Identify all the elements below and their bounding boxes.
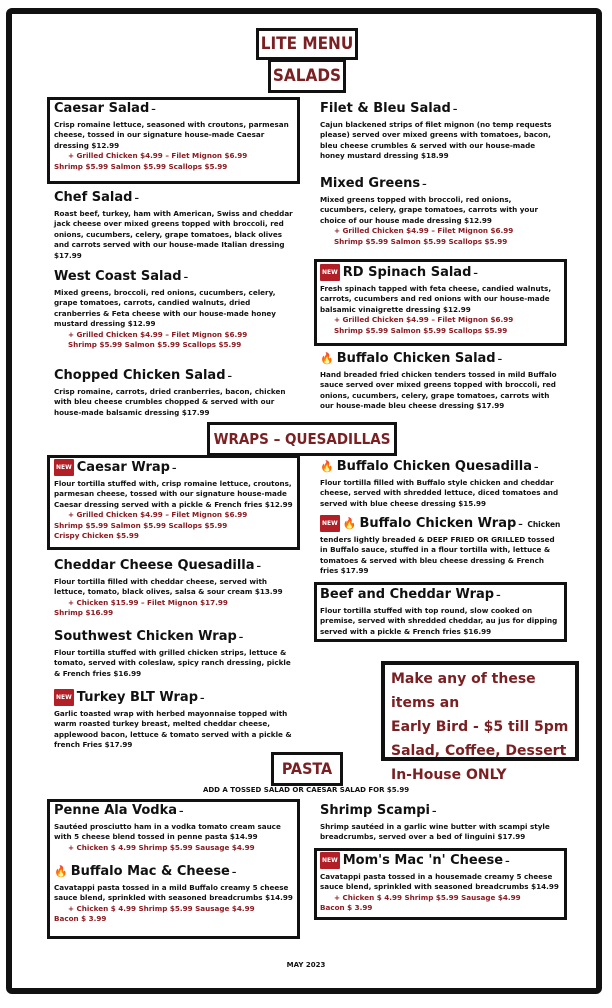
item-description: Flour tortilla filled with Buffalo style chicken and cheddar cheese, served with shredded lettuce, diced tomatoes and served with blue cheese dressing $15.99	[320, 478, 559, 508]
item-addons: + Chicken $ 4.99 Shrimp $5.99 Sausage $4.99	[334, 892, 521, 902]
buffalo-chicken-salad: 🔥 Buffalo Chicken Salad – Hand breaded fried chicken tenders tossed in mild Buffalo sauce served over mixed greens topped with broccoli, red onions, cucumbers, celery, grape tomatoes, carrots with our house-made bleu cheese dressing $17.99	[320, 351, 560, 412]
section-wraps-text: WRAPS – QUESADILLAS	[213, 430, 391, 448]
item-description: Crisp romaine, carrots, dried cranberries, bacon, chicken with bleu cheese crumbles chopped & served with our house-made balsamic dressing $17.99	[54, 387, 286, 417]
item-description-lead: Chicken	[527, 520, 561, 529]
item-addons: + Grilled Chicken $4.99 – Filet Mignon $6.99	[68, 510, 248, 520]
item-addons: + Grilled Chicken $4.99 – Filet Mignon $6.99	[334, 315, 514, 325]
turkey-blt-wrap: NEW Turkey BLT Wrap – Garlic toasted wrap with herbed mayonnaise topped with warm roasted turkey breast, melted cheddar cheese, applewood bacon, lettuce & tomato served with a pickle & french Fries $17.99	[54, 689, 294, 751]
item-addons: + Grilled Chicken $4.99 – Filet Mignon $6.99	[68, 329, 248, 339]
section-salads-text: SALADS	[272, 66, 342, 86]
item-description: Fresh spinach tapped with feta cheese, candied walnuts, carrots, cucumbers and red onions with our house-made balsamic vinaigrette dressing $12.99	[320, 284, 552, 314]
item-description: Cavatappi pasta tossed in a housemade creamy 5 cheese sauce blend, sprinkled with seasoned breadcrumbs $14.99	[320, 872, 559, 892]
item-name: Mixed Greens	[320, 176, 421, 191]
item-name: Cheddar Cheese Quesadilla	[54, 558, 255, 573]
item-addons: Shrimp $5.99 Salmon $5.99 Scallops $5.99	[54, 161, 228, 171]
item-addons: + Chicken $ 4.99 Shrimp $5.99 Sausage $4.99	[68, 842, 255, 852]
item-name: Buffalo Chicken Salad	[336, 351, 496, 366]
item-description: Roast beef, turkey, ham with American, Swiss and cheddar jack cheese over mixed greens topped with broccoli, red onions, cucumbers, celery, grape tomatoes, black olives and carrots served with our house-made Italian dressing $17.99	[54, 209, 293, 260]
pasta-side-salad-note: ADD A TOSSED SALAD OR CAESAR SALAD FOR $5.99	[202, 786, 410, 794]
section-pasta-text: PASTA	[281, 759, 333, 778]
item-addons: + Chicken $ 4.99 Shrimp $5.99 Sausage $4.99	[68, 903, 255, 913]
flame-icon: 🔥	[342, 517, 357, 530]
item-description: Flour tortilla stuffed with top round, slow cooked on premise, served with shredded cheddar, au jus for dipping served with a pickle & French fries $16.99	[320, 606, 558, 636]
new-badge: NEW	[320, 264, 340, 281]
shrimp-scampi: Shrimp Scampi – Shrimp sautéed in a garlic wine butter with scampi style breadcrumbs, served over a bed of linguini $17.99	[320, 803, 560, 843]
buffalo-chicken-quesadilla: 🔥 Buffalo Chicken Quesadilla – Flour tortilla filled with Buffalo style chicken and cheddar cheese, served with shredded lettuce, diced tomatoes and served with blue cheese dressing $15.99	[320, 459, 564, 509]
item-description: Garlic toasted wrap with herbed mayonnaise topped with warm roasted turkey breast, melted cheddar cheese, applewood bacon, lettuce & tomato served with a pickle & french Fries $17.99	[54, 709, 292, 750]
item-addons: Shrimp $16.99	[54, 608, 114, 618]
new-badge: NEW	[320, 515, 340, 532]
early-bird-line: Make any of these items an	[391, 671, 536, 711]
section-pasta-header	[271, 752, 343, 786]
buffalo-mac-cheese: 🔥 Buffalo Mac & Cheese – Cavatappi pasta tossed in a mild Buffalo creamy 5 cheese sauce blend, sprinkled with seasoned breadcrumbs $14.99 + Chicken $ 4.99 Shrimp $5.99 Sausage $4.99 Bacon $ 3.99	[54, 864, 298, 925]
menu-title-text: LITE MENU	[260, 34, 354, 54]
item-addons: Crispy Chicken $5.99	[54, 531, 139, 541]
filet-bleu-salad: Filet & Bleu Salad – Cajun blackened strips of filet mignon (no temp requests please) served over mixed greens with tomatoes, bacon, bleu cheese crumbles & served with our house-made honey mustard dressing $18.99	[320, 101, 560, 162]
item-name: Buffalo Chicken Wrap	[359, 516, 517, 531]
item-addons: + Grilled Chicken $4.99 – Filet Mignon $6.99	[334, 226, 514, 236]
rd-spinach-salad: NEW RD Spinach Salad – Fresh spinach tapped with feta cheese, candied walnuts, carrots, cucumbers and red onions with our house-made balsamic vinaigrette dressing $12.99 + Grilled Chicken $4.99 – Filet Mignon $6.99 Shrimp $5.99 Salmon $5.99 Scallops $5.99	[320, 264, 564, 336]
section-salads-header	[268, 59, 346, 93]
item-description: Mixed greens topped with broccoli, red onions, cucumbers, celery, grape tomatoes, carrots with your choice of our house made dressing $12.99	[320, 195, 539, 225]
item-addons: Shrimp $5.99 Salmon $5.99 Scallops $5.99	[334, 325, 508, 335]
item-description: Hand breaded fried chicken tenders tossed in mild Buffalo sauce served over mixed greens topped with broccoli, red onions, cucumbers, celery, grape tomatoes, carrots with our house-made bleu cheese dressing $17.99	[320, 370, 557, 411]
item-description: Sautéed prosciutto ham in a vodka tomato cream sauce with 5 cheese blend tossed in penne pasta $14.99	[54, 822, 281, 842]
flame-icon: 🔥	[320, 352, 334, 365]
item-name: Chef Salad	[54, 190, 133, 205]
item-addons: + Chicken $15.99 – Filet Mignon $17.99	[68, 597, 228, 607]
chef-salad: Chef Salad – Roast beef, turkey, ham with American, Swiss and cheddar jack cheese over mixed greens topped with broccoli, red onions, cucumbers, celery, grape tomatoes, black olives and carrots served with our house-made Italian dressing $17.99	[54, 190, 293, 260]
item-description: tenders lightly breaded & DEEP FRIED OR GRILLED tossed in Buffalo sauce, stuffed in a flour tortilla with, lettuce & tomatoes & served with bleu cheese dressing & French fries $17.99	[320, 535, 555, 576]
item-description: Flour tortilla filled with cheddar cheese, served with lettuce, tomato, black olives, salsa & sour cream $13.99	[54, 577, 283, 597]
item-name: Turkey BLT Wrap	[76, 690, 199, 705]
caesar-wrap: NEW Caesar Wrap – Flour tortilla stuffed with, crisp romaine lettuce, croutons, parmesan cheese, tossed with our signature house-made Caesar dressing served with a pickle & French fries $12.99 + Grilled Chicken $4.99 – Filet Mignon $6.99 Shrimp $5.99 Salmon $5.99 Scallops $5.99 Crispy Chicken $5.99	[54, 459, 298, 541]
item-name: Shrimp Scampi	[320, 803, 431, 818]
beef-cheddar-wrap: Beef and Cheddar Wrap – Flour tortilla stuffed with top round, slow cooked on premise, served with shredded cheddar, au jus for dipping served with a pickle & French fries $16.99	[320, 587, 560, 637]
moms-mac-n-cheese: NEW Mom's Mac 'n' Cheese – Cavatappi pasta tossed in a housemade creamy 5 cheese sauce blend, sprinkled with seasoned breadcrumbs $14.99 + Chicken $ 4.99 Shrimp $5.99 Sausage $4.99 Bacon $ 3.99	[320, 852, 564, 914]
west-coast-salad: West Coast Salad – Mixed greens, broccoli, red onions, cucumbers, celery, grape tomatoes, carrots, candied walnuts, dried cranberries & Feta cheese with our house-made honey mustard dressing $12.99 + Grilled Chicken $4.99 – Filet Mignon $6.99 Shrimp $5.99 Salmon $5.99 Scallops $5.99	[54, 269, 294, 350]
cheddar-cheese-quesadilla: Cheddar Cheese Quesadilla – Flour tortilla filled with cheddar cheese, served with lettuce, tomato, black olives, salsa & sour cream $13.99 + Chicken $15.99 – Filet Mignon $17.99 Shrimp $16.99	[54, 558, 294, 619]
item-addons: Shrimp $5.99 Salmon $5.99 Scallops $5.99	[334, 236, 508, 246]
item-addons: Shrimp $5.99 Salmon $5.99 Scallops $5.99	[68, 340, 242, 350]
item-description: Cavatappi pasta tossed in a mild Buffalo creamy 5 cheese sauce blend, sprinkled with seasoned breadcrumbs $14.99	[54, 883, 293, 903]
item-name: Filet & Bleu Salad	[320, 101, 451, 116]
item-description: Flour tortilla stuffed with, crisp romaine lettuce, croutons, parmesan cheese, tossed with our signature house-made Caesar dressing served with a pickle & French fries $12.99	[54, 479, 293, 509]
item-description: Cajun blackened strips of filet mignon (no temp requests please) served over mixed greens with tomatoes, bacon, bleu cheese crumbles & served with our house-made honey mustard dressing $18.99	[320, 120, 552, 161]
mixed-greens-salad: Mixed Greens – Mixed greens topped with broccoli, red onions, cucumbers, celery, grape tomatoes, carrots with your choice of our house made dressing $12.99 + Grilled Chicken $4.99 – Filet Mignon $6.99 Shrimp $5.99 Salmon $5.99 Scallops $5.99	[320, 176, 560, 247]
item-addons: Shrimp $5.99 Salmon $5.99 Scallops $5.99	[54, 520, 228, 530]
penne-ala-vodka: Penne Ala Vodka – Sautéed prosciutto ham in a vodka tomato cream sauce with 5 cheese blend tossed in penne pasta $14.99 + Chicken $ 4.99 Shrimp $5.99 Sausage $4.99	[54, 803, 298, 853]
item-description: Shrimp sautéed in a garlic wine butter with scampi style breadcrumbs, served over a bed of linguini $17.99	[320, 822, 550, 842]
menu-date: MAY 2023	[286, 961, 326, 969]
item-name: Caesar Wrap	[76, 460, 170, 475]
item-name: Buffalo Mac & Cheese	[70, 864, 230, 879]
item-name: West Coast Salad	[54, 269, 182, 284]
item-addons: Bacon $ 3.99	[320, 903, 373, 913]
southwest-chicken-wrap: Southwest Chicken Wrap – Flour tortilla stuffed with grilled chicken strips, lettuce & tomato, served with coleslaw, spicy ranch dressing, pickle & French fries $16.99	[54, 629, 294, 679]
item-addons: Bacon $ 3.99	[54, 914, 107, 924]
item-name: Buffalo Chicken Quesadilla	[336, 459, 533, 474]
item-name: Mom's Mac 'n' Cheese	[342, 853, 504, 868]
flame-icon: 🔥	[320, 460, 334, 473]
item-name: Penne Ala Vodka	[54, 803, 178, 818]
early-bird-box	[381, 661, 579, 783]
flame-icon: 🔥	[54, 865, 68, 878]
item-name: RD Spinach Salad	[342, 265, 472, 280]
new-badge: NEW	[54, 459, 74, 476]
early-bird-line: Salad, Coffee, Dessert	[391, 743, 567, 759]
item-name: Caesar Salad	[54, 101, 150, 116]
item-name: Chopped Chicken Salad	[54, 368, 226, 383]
item-description: Crisp romaine lettuce, seasoned with croutons, parmesan cheese, tossed in our signature house-made Caesar dressing $12.99	[54, 120, 289, 150]
early-bird-line: In-House ONLY	[391, 767, 507, 783]
early-bird-line: Early Bird - $5 till 5pm	[391, 719, 569, 735]
chopped-chicken-salad: Chopped Chicken Salad – Crisp romaine, carrots, dried cranberries, bacon, chicken with bleu cheese crumbles chopped & served with our house-made balsamic dressing $17.99	[54, 368, 294, 418]
menu-title	[256, 28, 358, 60]
item-addons: + Grilled Chicken $4.99 – Filet Mignon $6.99	[68, 151, 248, 161]
buffalo-chicken-wrap: NEW 🔥 Buffalo Chicken Wrap – Chicken tenders lightly breaded & DEEP FRIED OR GRILLED tossed in Buffalo sauce, stuffed in a flour tortilla with, lettuce & tomatoes & served with bleu cheese dressing & French fries $17.99	[320, 515, 564, 577]
new-badge: NEW	[320, 852, 340, 869]
new-badge: NEW	[54, 689, 74, 706]
item-name: Beef and Cheddar Wrap	[320, 587, 495, 602]
caesar-salad: Caesar Salad – Crisp romaine lettuce, seasoned with croutons, parmesan cheese, tossed in our signature house-made Caesar dressing $12.99 + Grilled Chicken $4.99 – Filet Mignon $6.99 Shrimp $5.99 Salmon $5.99 Scallops $5.99	[54, 101, 298, 172]
section-wraps-header	[207, 422, 397, 456]
item-description: Flour tortilla stuffed with grilled chicken strips, lettuce & tomato, served with coleslaw, spicy ranch dressing, pickle & French fries $16.99	[54, 648, 291, 678]
item-name: Southwest Chicken Wrap	[54, 629, 237, 644]
item-description: Mixed greens, broccoli, red onions, cucumbers, celery, grape tomatoes, carrots, candied walnuts, dried cranberries & Feta cheese with our house-made honey mustard dressing $12.99	[54, 288, 276, 329]
